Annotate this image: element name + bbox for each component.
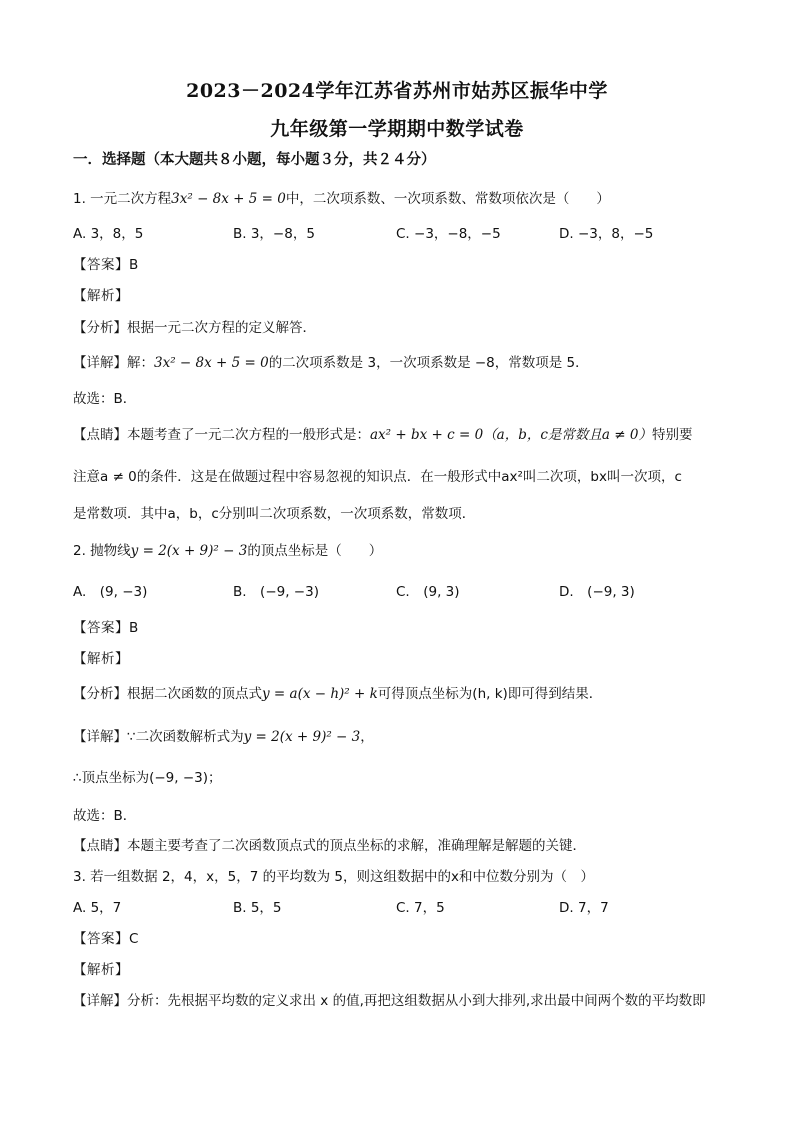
q1-detail-post: 的二次项系数是 3，一次项系数是 −8，常数项是 5． [268, 355, 589, 371]
q2-function: y = 2(x + 9)² − 3 [130, 543, 248, 559]
q3-answer: 【答案】C [73, 931, 139, 947]
q3-analysis-label: 【解析】 [73, 962, 129, 978]
q2-options [73, 582, 733, 602]
q2-fenxi [73, 684, 733, 704]
q3-options [73, 898, 733, 918]
q2-analysis-label: 【解析】 [73, 651, 129, 667]
q2-option-d: D. (−9, 3) [559, 584, 635, 600]
q1-answer: 【答案】B [73, 257, 139, 273]
q2-fenxi-pre: 【分析】根据二次函数的顶点式 [73, 686, 262, 702]
q1-dianjing-post: 特别要 [651, 427, 693, 443]
q2-fenxi-post: 可得顶点坐标为(h, k)即可得到结果． [377, 686, 603, 702]
q3-option-a: A. 5，7 [73, 900, 122, 916]
q1-option-b: B. 3，−8，5 [233, 226, 315, 242]
q2-detail [73, 727, 733, 747]
q2-stem-post: 的顶点坐标是（ ） [247, 543, 383, 559]
q3-option-b: B. 5，5 [233, 900, 282, 916]
q2-vertex: ∴顶点坐标为(−9, −3)； [73, 770, 222, 786]
q1-detail [73, 353, 733, 373]
section-heading: 一．选择题（本大题共８小题，每小题３分，共２４分） [73, 151, 436, 168]
q3-option-c: C. 7，5 [396, 900, 445, 916]
q1-detail-pre: 【详解】解： [73, 355, 154, 371]
q1-analysis-label: 【解析】 [73, 288, 129, 304]
q1-stem [73, 189, 733, 209]
q1-dianjing-line3: 是常数项．其中a，b，c分别叫二次项系数，一次项系数，常数项． [73, 506, 476, 522]
q1-choice: 故选：B． [73, 391, 137, 407]
q2-option-a: A. (9, −3) [73, 584, 148, 600]
q2-choice: 故选：B． [73, 808, 137, 824]
q2-fenxi-equation: y = a(x − h)² + k [262, 686, 378, 702]
q1-fenxi: 【分析】根据一元二次方程的定义解答． [73, 320, 316, 336]
q1-option-d: D. −3，8，−5 [559, 226, 654, 242]
q1-dianjing-equation: ax² + bx + c = 0（a，b，c是常数且a ≠ 0） [370, 427, 652, 443]
q1-options [73, 224, 733, 244]
q3-detail: 【详解】分析：先根据平均数的定义求出 x 的值,再把这组数据从小到大排列,求出最中间两个数的平均数即 [73, 993, 706, 1009]
q1-stem-post: 中，二次项系数、一次项系数、常数项依次是（ ） [285, 191, 610, 207]
q3-stem: 3. 若一组数据 2，4，x，5，7 的平均数为 5，则这组数据中的x和中位数分别为（ ） [73, 869, 594, 885]
q2-stem-pre: 2. 抛物线 [73, 543, 131, 559]
q2-answer: 【答案】B [73, 620, 139, 636]
q1-option-c: C. −3，−8，−5 [396, 226, 501, 242]
exam-title-line2: 九年级第一学期期中数学试卷 [270, 118, 524, 140]
q1-dianjing [73, 425, 733, 445]
q1-dianjing-line2: 注意a ≠ 0的条件．这是在做题过程中容易忽视的知识点．在一般形式中ax²叫二次项，bx叫一次项，c [73, 469, 682, 485]
exam-title-line1: 2023－2024学年江苏省苏州市姑苏区振华中学 [186, 80, 608, 102]
q2-detail-pre: 【详解】∵二次函数解析式为 [73, 729, 244, 745]
q1-stem-pre: 1. 一元二次方程 [73, 191, 172, 207]
q2-detail-equation: y = 2(x + 9)² − 3 [243, 729, 361, 745]
q1-dianjing-pre: 【点睛】本题考查了一元二次方程的一般形式是： [73, 427, 370, 443]
q1-equation: 3x² − 8x + 5 = 0 [171, 191, 286, 207]
q1-detail-equation: 3x² − 8x + 5 = 0 [154, 355, 269, 371]
q2-stem [73, 541, 733, 561]
q2-dianjing: 【点睛】本题主要考查了二次函数顶点式的顶点坐标的求解，准确理解是解题的关键． [73, 838, 586, 854]
q2-option-b: B. (−9, −3) [233, 584, 319, 600]
q2-option-c: C. (9, 3) [396, 584, 460, 600]
q1-option-a: A. 3，8，5 [73, 226, 144, 242]
q3-option-d: D. 7，7 [559, 900, 609, 916]
q2-detail-post: ， [360, 729, 374, 745]
